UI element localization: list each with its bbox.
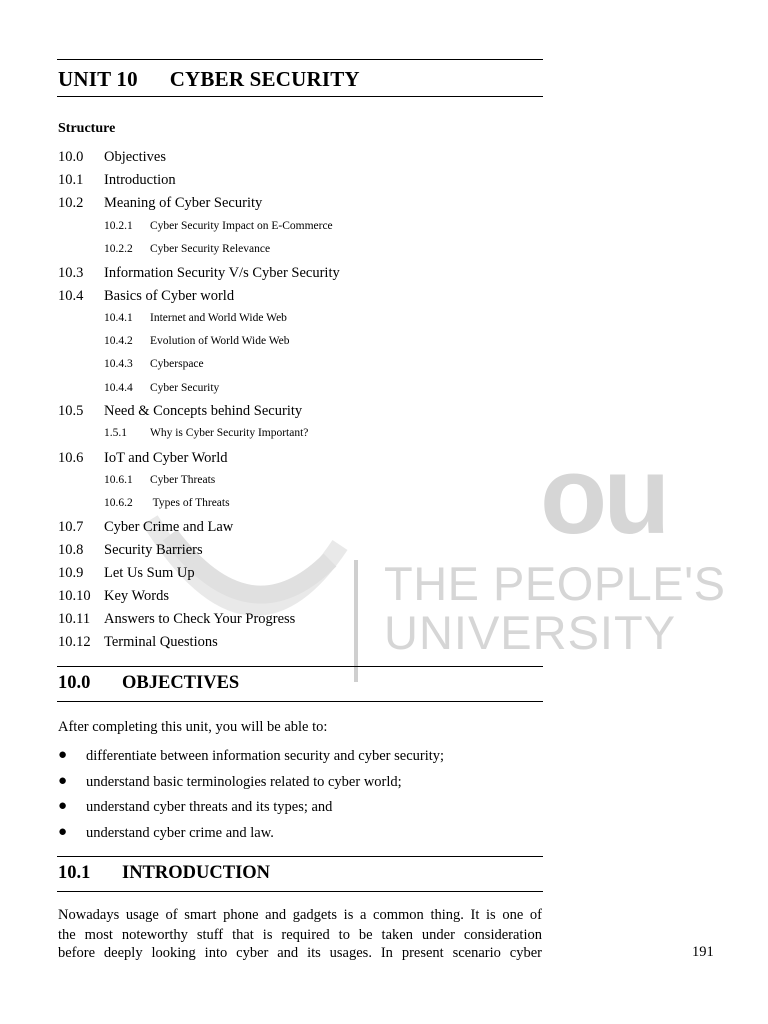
introduction-top-rule	[57, 856, 543, 857]
unit-title	[58, 67, 360, 92]
toc-item-label: Cyber Crime and Law	[104, 519, 234, 535]
toc-item-label: Terminal Questions	[104, 634, 218, 650]
toc-item-label: Cyber Security Impact on E-Commerce	[150, 220, 333, 232]
toc-item-number: 10.4.4	[104, 382, 133, 394]
toc-item-label: Why is Cyber Security Important?	[150, 427, 309, 439]
toc-item-label: Need & Concepts behind Security	[104, 403, 303, 419]
toc-item-number: 10.6.2	[104, 497, 133, 509]
introduction-bottom-rule	[57, 891, 543, 892]
watermark-logo-text: ou	[540, 434, 667, 557]
toc-item-label: Cyber Security	[150, 382, 220, 394]
toc-item-number: 10.0	[58, 149, 84, 165]
toc-item-number: 10.4.1	[104, 312, 133, 324]
toc-item-label: Types of Threats	[150, 497, 230, 509]
watermark-line2: UNIVERSITY	[384, 606, 677, 659]
introduction-title: INTRODUCTION	[122, 863, 271, 883]
toc-item-label: Cyberspace	[150, 358, 204, 370]
toc-item-number: 10.4.3	[104, 358, 133, 370]
toc-item-label: Basics of Cyber world	[104, 288, 235, 304]
toc-item-number: 10.6	[58, 450, 84, 466]
watermark-line1: THE PEOPLE'S	[384, 557, 726, 610]
objectives-top-rule	[57, 666, 543, 667]
toc-item-label: Evolution of World Wide Web	[150, 335, 290, 347]
toc-item-number: 10.6.1	[104, 474, 133, 486]
page-number: 191	[692, 944, 714, 960]
toc-item-label: IoT and Cyber World	[104, 450, 228, 466]
objectives-bottom-rule	[57, 701, 543, 702]
unit-title-text: CYBER SECURITY	[169, 67, 360, 91]
toc-item-label: Meaning of Cyber Security	[104, 195, 263, 211]
introduction-line: before deeply looking into cyber and its usages. In present scenario cyber	[58, 945, 542, 961]
toc-item-number: 1.5.1	[104, 427, 127, 439]
toc-item-label: Objectives	[104, 149, 167, 165]
toc-item-label: Internet and World Wide Web	[150, 312, 287, 324]
toc-item-number: 10.11	[58, 611, 91, 627]
bullet-icon: ●	[58, 747, 68, 763]
toc-item-number: 10.7	[58, 519, 84, 535]
toc-item-number: 10.3	[58, 265, 84, 281]
toc-item-number: 10.12	[58, 634, 91, 650]
unit-label: UNIT 10	[58, 67, 138, 91]
toc-item-number: 10.4.2	[104, 335, 133, 347]
toc-item-label: Cyber Threats	[150, 474, 216, 486]
toc-item-label: Information Security V/s Cyber Security	[104, 265, 340, 281]
toc-item-number: 10.10	[58, 588, 91, 604]
introduction-line: Nowadays usage of smart phone and gadgets is a common thing. It is one of	[58, 907, 542, 923]
bullet-icon: ●	[58, 773, 68, 789]
introduction-number: 10.1	[58, 863, 91, 883]
toc-item-number: 10.4	[58, 288, 84, 304]
toc-item-number: 10.5	[58, 403, 84, 419]
toc-item-number: 10.8	[58, 542, 84, 558]
top-rule	[57, 59, 543, 60]
toc-item-label: Introduction	[104, 172, 176, 188]
objectives-number: 10.0	[58, 673, 91, 693]
toc-item-number: 10.9	[58, 565, 84, 581]
objectives-title: OBJECTIVES	[122, 673, 240, 693]
toc-item-number: 10.1	[58, 172, 84, 188]
structure-heading: Structure	[58, 121, 116, 136]
toc-item-label: Cyber Security Relevance	[150, 243, 271, 255]
bullet-icon: ●	[58, 824, 68, 840]
introduction-line: the most noteworthy stuff that is required to be taken under consideration	[58, 927, 542, 943]
toc-item-label: Answers to Check Your Progress	[104, 611, 296, 627]
toc-item-label: Let Us Sum Up	[104, 565, 195, 581]
toc-item-label: Security Barriers	[104, 542, 203, 558]
objectives-intro: After completing this unit, you will be able to:	[58, 719, 328, 735]
toc-item-label: Key Words	[104, 588, 170, 604]
toc-item-number: 10.2.1	[104, 220, 133, 232]
title-bottom-rule	[57, 96, 543, 97]
toc-item-number: 10.2.2	[104, 243, 133, 255]
bullet-icon: ●	[58, 798, 68, 814]
toc-item-number: 10.2	[58, 195, 84, 211]
